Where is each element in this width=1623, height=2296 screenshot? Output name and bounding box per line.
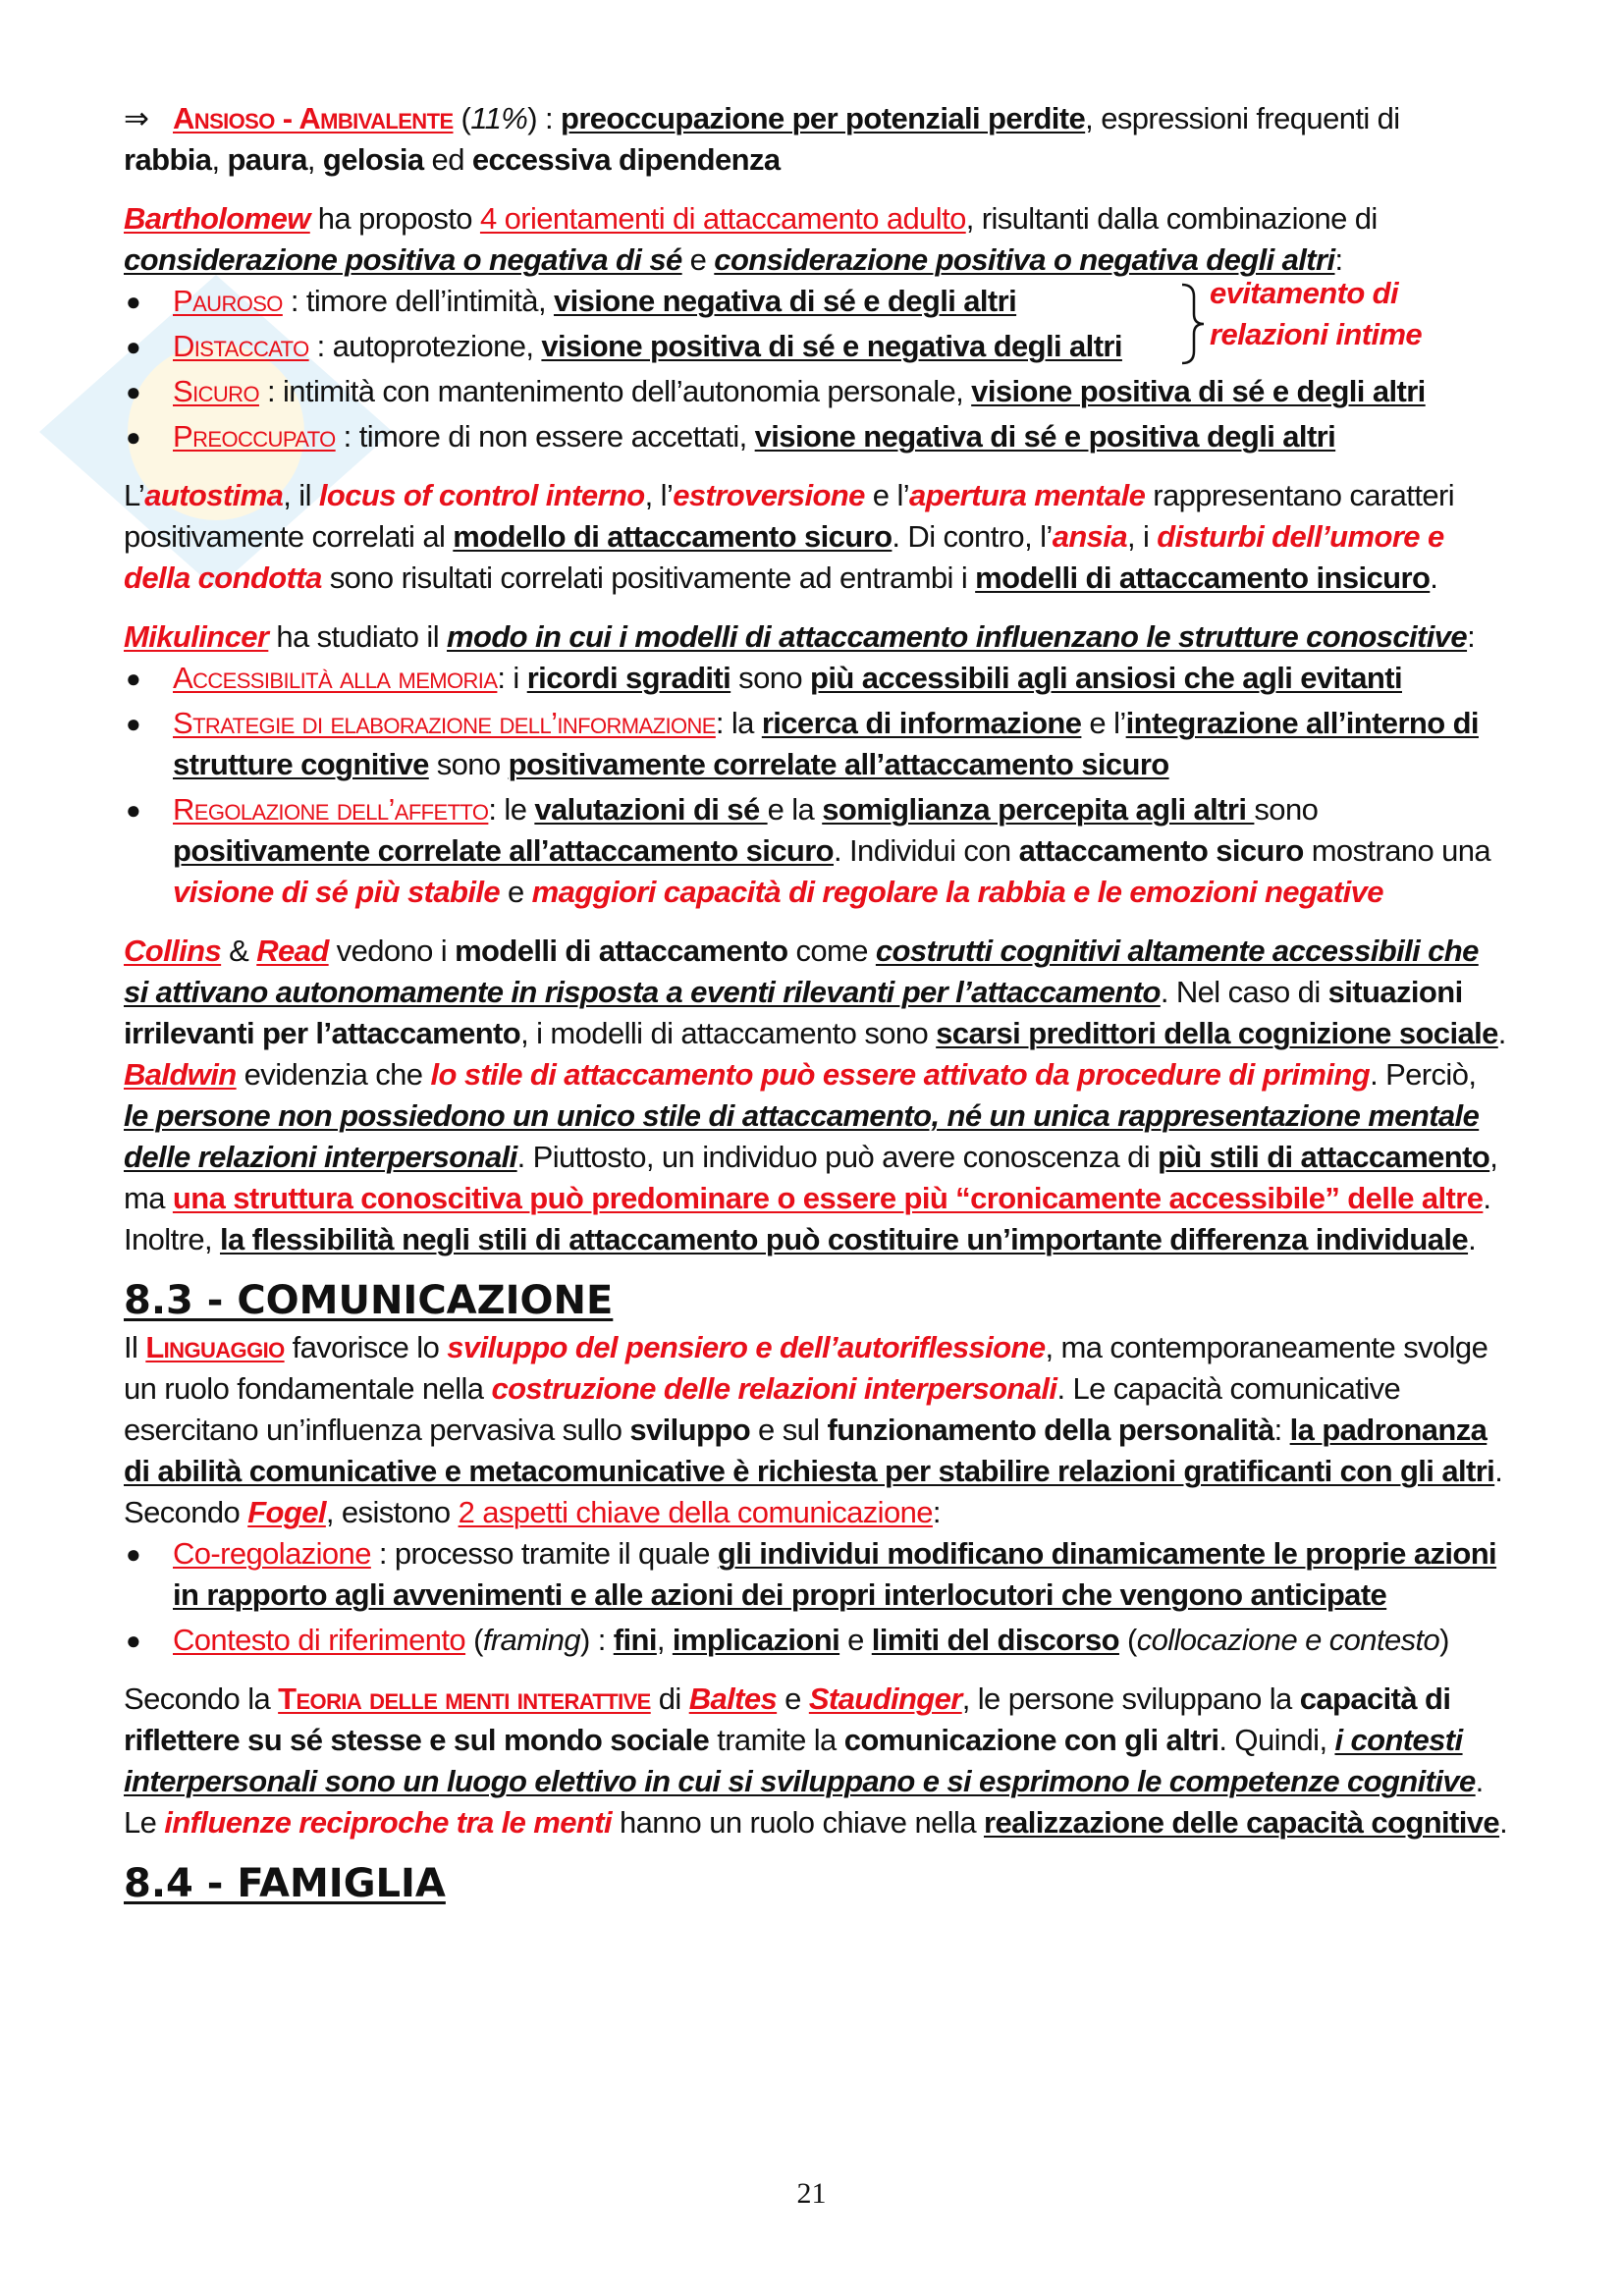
section-heading-comunicazione: 8.3 - COMUNICAZIONE — [124, 1278, 614, 1323]
brace-icon — [1178, 283, 1208, 365]
mikulincer-list — [124, 658, 1508, 913]
linguaggio-paragraph: Il Linguaggio favorisce lo sviluppo del pensiero e dell’autoriflessione, ma contemporaneamente svolge un ruolo fondamentale nella costruzione delle relazioni interpersonali. Le capacità comunicative esercitano un’influenza pervasiva sullo sviluppo e sul funzionamento della personalità: la padronanza di abilità comunicative e metacomunicative è richiesta per stabilire relazioni gratificanti con gli altri. Secondo Fogel, esistono 2 aspetti chiave della comunicazione: — [124, 1330, 1503, 1529]
list-item: ● Strategie di elaborazione dell’informazione: la ricerca di informazione e l’integrazione all’interno di strutture cognitive sono positivamente correlate all’attaccamento sicuro — [124, 703, 1508, 785]
bullet-icon: ● — [126, 664, 141, 693]
bullet-icon: ● — [126, 709, 141, 738]
bullet-icon: ● — [126, 287, 141, 316]
list-item: ● Contesto di riferimento (framing) : fini, implicazioni e limiti del discorso (collocazione e contesto) — [124, 1620, 1508, 1661]
list-item: ● Preoccupato : timore di non essere accettati, visione negativa di sé e positiva degli altri — [124, 416, 1508, 457]
bullet-icon: ● — [126, 795, 141, 825]
list-item: ● Pauroso : timore dell’intimità, visione negativa di sé e degli altri — [124, 281, 1508, 322]
list-item: ● Distaccato : autoprotezione, visione positiva di sé e negativa degli altri — [124, 326, 1508, 367]
bullet-icon: ● — [126, 422, 141, 452]
section-heading-famiglia: 8.4 - FAMIGLIA — [124, 1861, 446, 1906]
list-item: ● Regolazione dell’affetto: le valutazioni di sé e la somiglianza percepita agli altri sono positivamente correlate all’attaccamento sicuro. Individui con attaccamento sicuro mostrano una visione di sé più stabile e maggiori capacità di regolare la rabbia e le emozioni negative — [124, 789, 1508, 913]
page-number: 21 — [796, 2177, 827, 2210]
bullet-icon: ● — [126, 377, 141, 406]
document-page — [124, 98, 1508, 1910]
implies-arrow-icon: ⇒ — [124, 101, 149, 135]
teoria-paragraph: Secondo la Teoria delle menti interattive di Baltes e Staudinger, le persone sviluppano la capacità di riflettere su sé stesse e sul mondo sociale tramite la comunicazione con gli altri. Quindi, i contesti interpersonali sono un luogo elettivo in cui si sviluppano e si esprimono le competenze cognitive. Le influenze reciproche tra le menti hanno un ruolo chiave nella realizzazione delle capacità cognitive. — [124, 1682, 1508, 1840]
list-item: ● Accessibilità alla memoria: i ricordi sgraditi sono più accessibili agli ansiosi che agli evitanti — [124, 658, 1508, 699]
mikulincer-paragraph: Mikulincer ha studiato il modo in cui i modelli di attaccamento influenzano le strutture conoscitive: — [124, 619, 1476, 654]
collins-read-paragraph: Collins & Read vedono i modelli di attaccamento come costrutti cognitivi altamente accessibili che si attivano autonomamente in risposta a eventi rilevanti per l’attaccamento. Nel caso di situazioni irrilevanti per l’attaccamento, i modelli di attaccamento sono scarsi predittori della cognizione sociale. Baldwin evidenzia che lo stile di attaccamento può essere attivato da procedure di priming. Perciò, le persone non possiedono un unico stile di attaccamento, né un unica rappresentazione mentale delle relazioni interpersonali. Piuttosto, un individuo può avere conoscenza di più stili di attaccamento, ma una struttura conoscitiva può predominare o essere più “cronicamente accessibile” delle altre. Inoltre, la flessibilità negli stili di attaccamento può costituire un’importante differenza individuale. — [124, 934, 1506, 1256]
fogel-list — [124, 1533, 1508, 1661]
list-item: ● Sicuro : intimità con mantenimento dell’autonomia personale, visione positiva di sé e degli altri — [124, 371, 1508, 412]
bullet-icon: ● — [126, 332, 141, 361]
list-item: ● Co-regolazione : processo tramite il quale gli individui modificano dinamicamente le proprie azioni in rapporto agli avvenimenti e alle azioni dei propri interlocutori che vengono anticipate — [124, 1533, 1508, 1616]
bullet-icon: ● — [126, 1626, 141, 1655]
brace-note: evitamento di relazioni intime — [1210, 276, 1423, 351]
autostima-paragraph: L’autostima, il locus of control interno, l’estroversione e l’apertura mentale rappresentano caratteri positivamente correlati al modello di attaccamento sicuro. Di contro, l’ansia, i disturbi dell’umore e della condotta sono risultati correlati positivamente ad entrambi i modelli di attaccamento insicuro. — [124, 478, 1454, 595]
bullet-icon: ● — [126, 1539, 141, 1569]
ansioso-paragraph: ⇒ Ansioso - Ambivalente (11%) : preoccupazione per potenziali perdite, espressioni frequenti di rabbia, paura, gelosia ed eccessiva dipendenza — [124, 98, 1508, 181]
bartholomew-paragraph: Bartholomew ha proposto 4 orientamenti di attaccamento adulto, risultanti dalla combinazione di considerazione positiva o negativa di sé e considerazione positiva o negativa degli altri: — [124, 201, 1378, 277]
